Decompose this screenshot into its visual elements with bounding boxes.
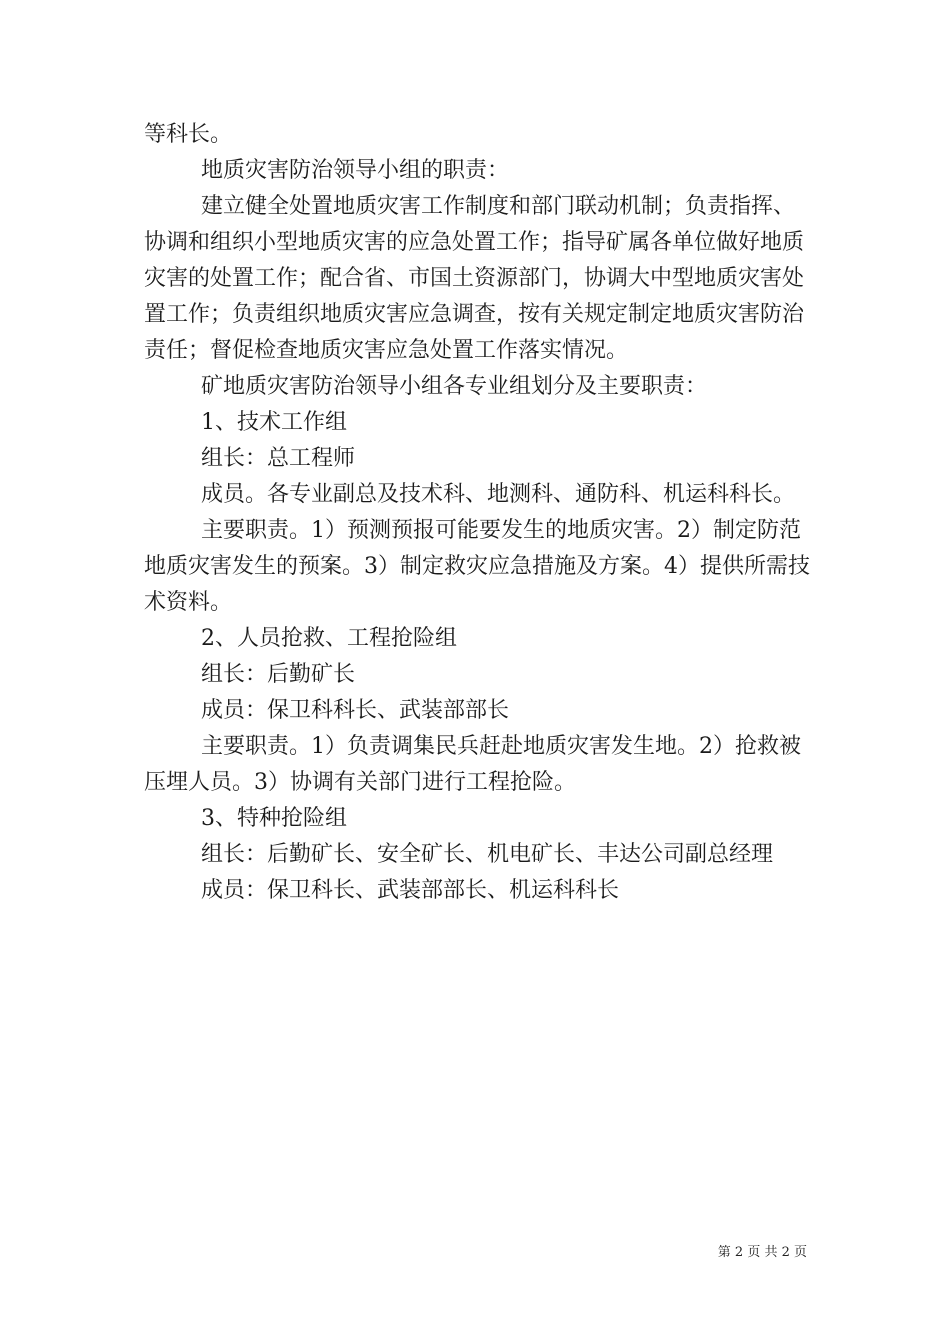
document-body [144,117,814,909]
paragraph: 成员：保卫科科长、武装部部长 [201,698,510,723]
paragraph: 矿地质灾害防治领导小组各专业组划分及主要职责： [201,374,708,399]
paragraph: 主要职责。1）预测预报可能要发生的地质灾害。2）制定防范地质灾害发生的预案。3）制定救灾应急措施及方案。4）提供所需技术资料。 [144,518,810,615]
page-number: 第 2 页 共 2 页 [717,1245,807,1260]
paragraph: 地质灾害防治领导小组的职责： [201,158,510,183]
paragraph: 建立健全处置地质灾害工作制度和部门联动机制；负责指挥、协调和组织小型地质灾害的应急处置工作；指导矿属各单位做好地质灾害的处置工作；配合省、市国土资源部门，协调大中型地质灾害处置工作；负责组织地质灾害应急调查，按有关规定制定地质灾害防治责任；督促检查地质灾害应急处置工作落实情况。 [144,194,805,363]
section-heading: 2、人员抢救、工程抢险组 [201,626,457,651]
paragraph: 组长：后勤矿长、安全矿长、机电矿长、丰达公司副总经理 [201,842,774,867]
section-heading: 1、技术工作组 [201,410,347,435]
paragraph: 主要职责。1）负责调集民兵赶赴地质灾害发生地。2）抢救被压埋人员。3）协调有关部门进行工程抢险。 [144,734,801,795]
section-heading: 3、特种抢险组 [201,806,347,831]
paragraph: 组长：后勤矿长 [201,662,356,687]
paragraph: 等科长。 [144,122,233,147]
paragraph: 成员：保卫科长、武装部部长、机运科科长 [201,878,620,903]
paragraph: 组长：总工程师 [201,446,356,471]
paragraph: 成员。各专业副总及技术科、地测科、通防科、机运科科长。 [201,482,796,507]
